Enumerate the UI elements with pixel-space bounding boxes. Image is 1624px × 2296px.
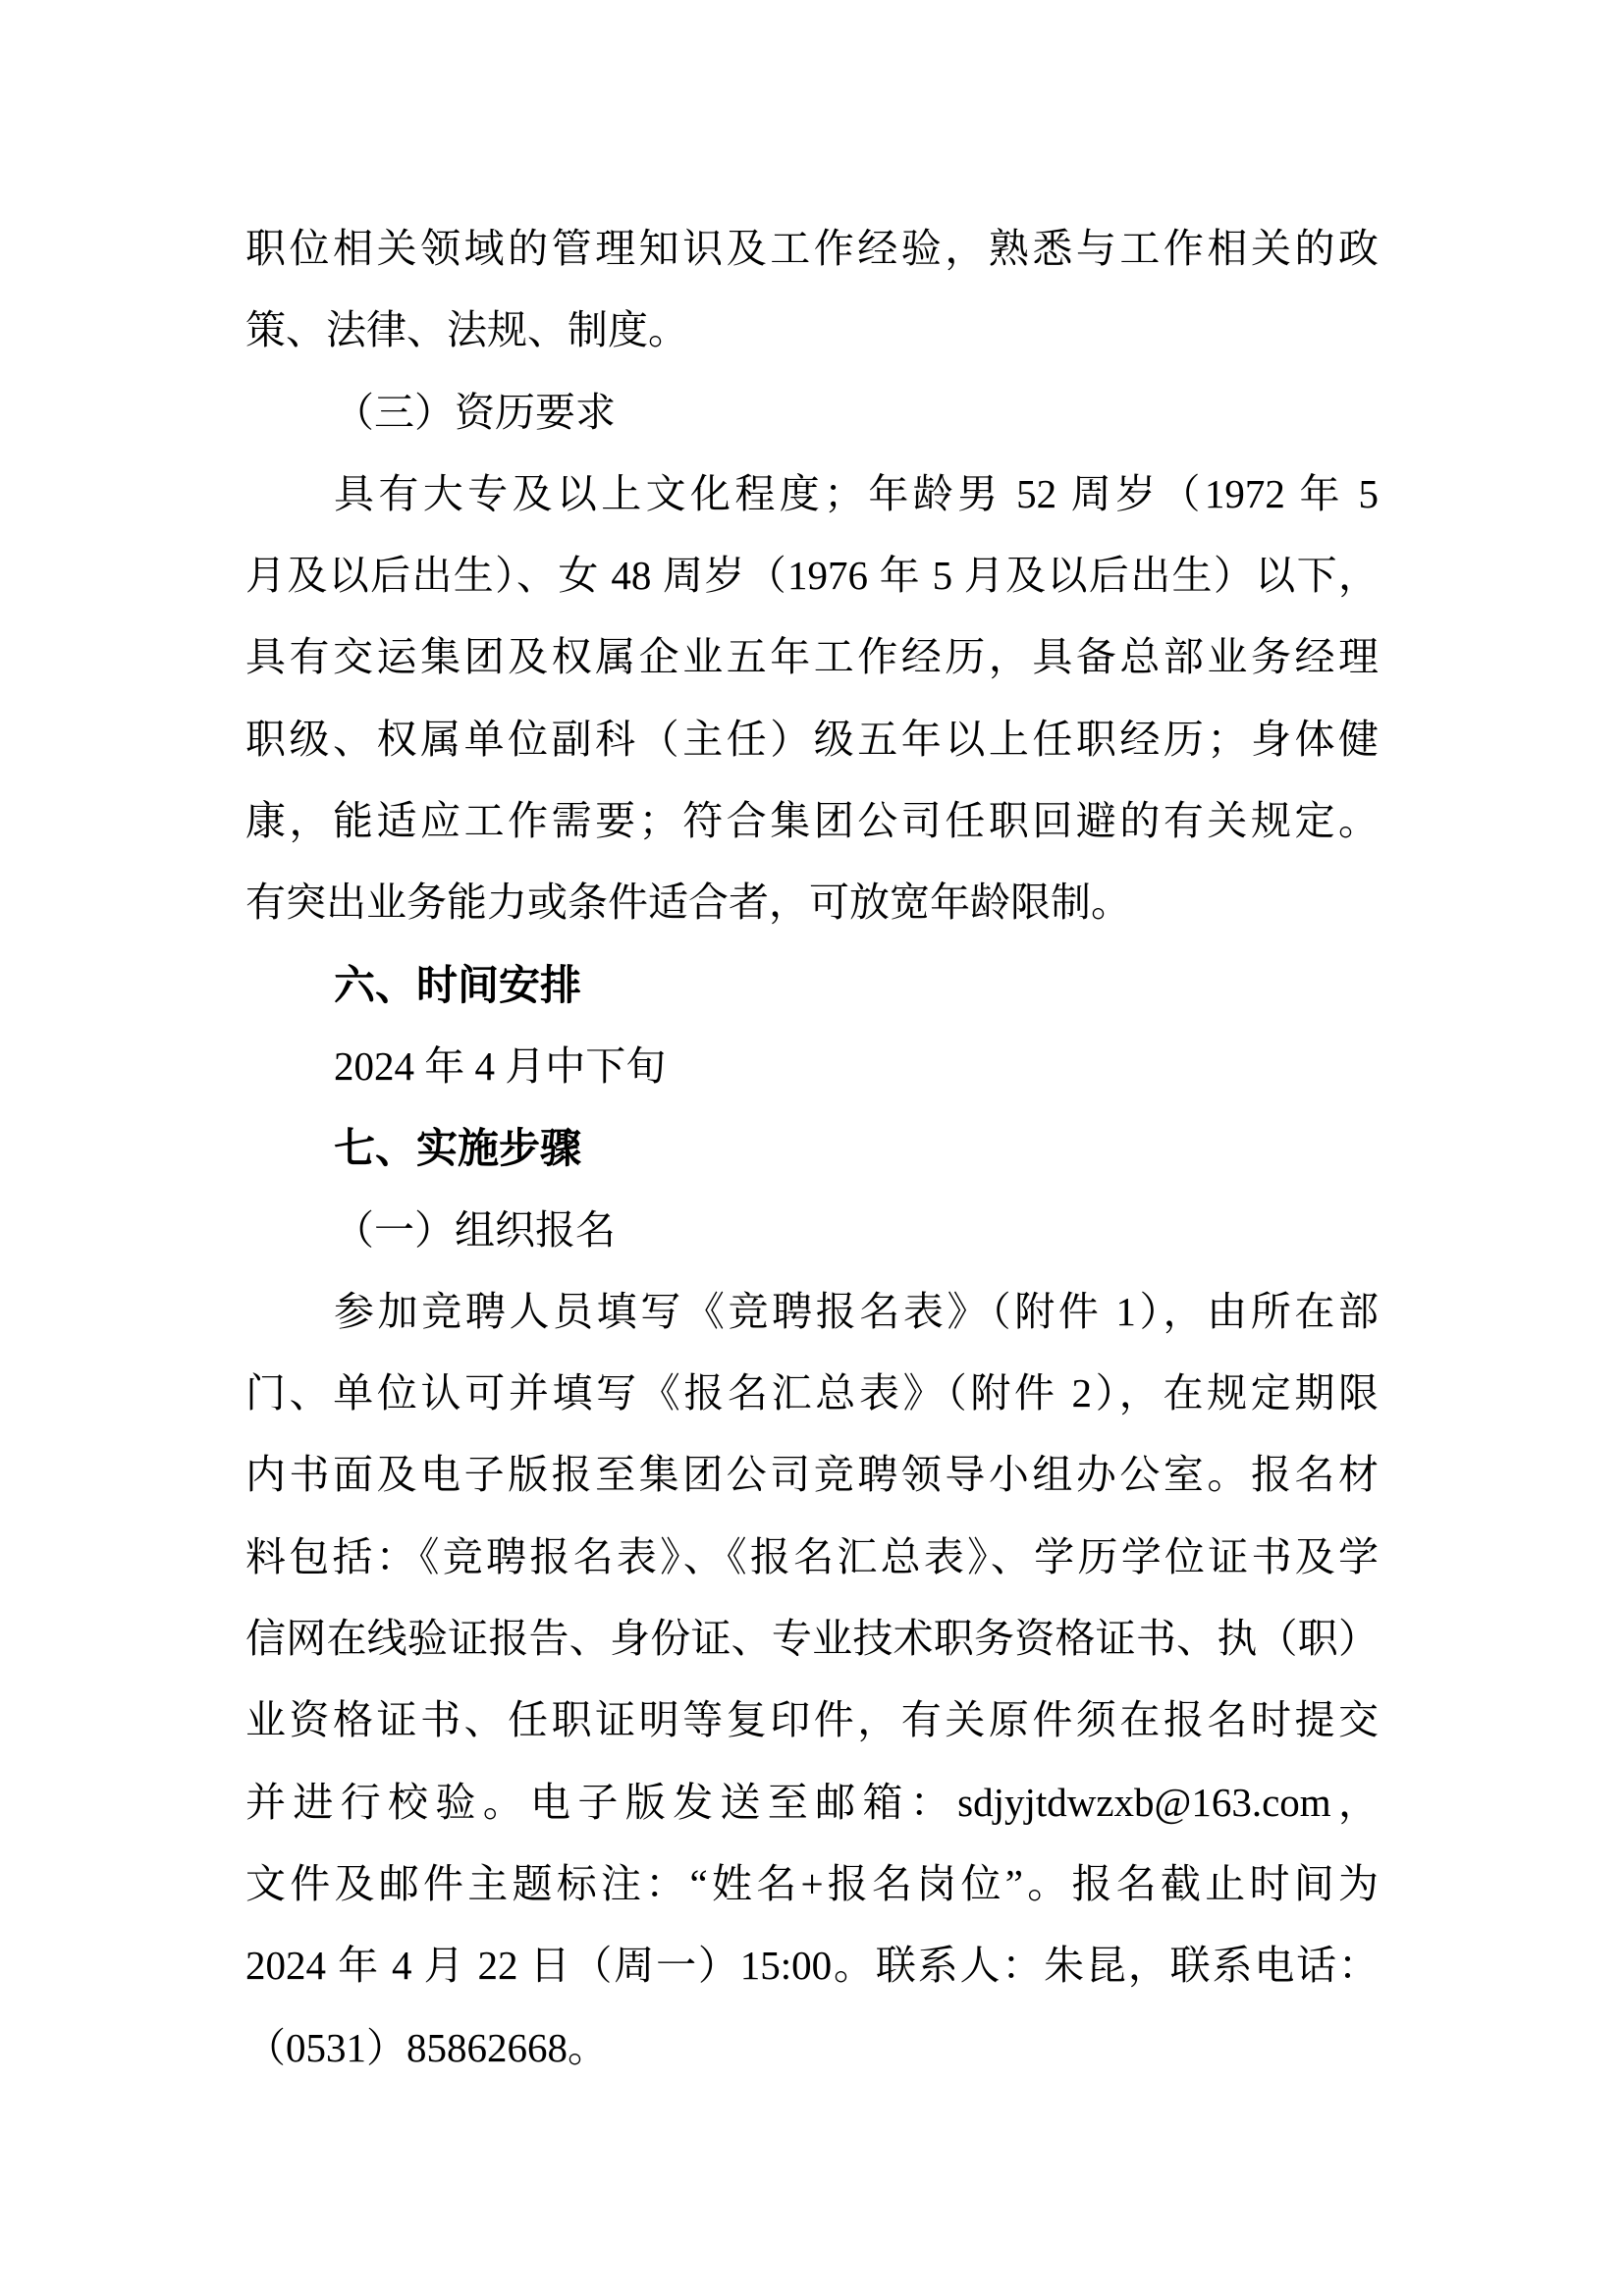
document-line: （0531）85862668。: [245, 2024, 608, 2070]
document-line: 门、单位认可并填写《报名汇总表》（附件 2），在规定期限: [245, 1370, 1379, 1416]
document-line: 具有交运集团及权属企业五年工作经历，具备总部业务经理: [245, 634, 1379, 680]
document-line: 内书面及电子版报至集团公司竞聘领导小组办公室。报名材: [245, 1452, 1379, 1498]
section-heading: 七、实施步骤: [334, 1125, 582, 1172]
document-line: 2024 年 4 月 22 日（周一）15:00。联系人：朱昆，联系电话：: [245, 1943, 1379, 1989]
document-line: 策、法律、法规、制度。: [245, 307, 688, 353]
document-line: 业资格证书、任职证明等复印件，有关原件须在报名时提交: [245, 1697, 1379, 1743]
document-line: 有突出业务能力或条件适合者，可放宽年龄限制。: [245, 880, 1131, 926]
document-line: 具有大专及以上文化程度；年龄男 52 周岁（1972 年 5: [334, 470, 1379, 516]
document-line: 职级、权属单位副科（主任）级五年以上任职经历；身体健: [245, 716, 1379, 762]
document-line: 并进行校验。电子版发送至邮箱：sdjyjtdwzxb@163.com，: [245, 1779, 1379, 1825]
section-heading: 六、时间安排: [334, 961, 582, 1008]
document-line: （三）资历要求: [334, 389, 616, 435]
document-line: 月及以后出生）、女 48 周岁（1976 年 5 月及以后出生）以下，: [245, 553, 1379, 599]
document-line: 文件及邮件主题标注：“姓名+报名岗位”。报名截止时间为: [245, 1860, 1379, 1906]
document-line: 康，能适应工作需要；符合集团公司任职回避的有关规定。: [245, 798, 1379, 844]
document-line: 2024 年 4 月中下旬: [334, 1042, 667, 1089]
document-line: 职位相关领域的管理知识及工作经验，熟悉与工作相关的政: [245, 226, 1379, 271]
document-line: 参加竞聘人员填写《竞聘报名表》（附件 1），由所在部: [334, 1288, 1379, 1334]
document-body: [245, 208, 1379, 2089]
document-line: （一）组织报名: [334, 1206, 616, 1253]
document-line: 信网在线验证报告、身份证、专业技术职务资格证书、执（职）: [245, 1616, 1379, 1662]
document-line: 料包括：《竞聘报名表》、《报名汇总表》、学历学位证书及学: [245, 1533, 1379, 1579]
